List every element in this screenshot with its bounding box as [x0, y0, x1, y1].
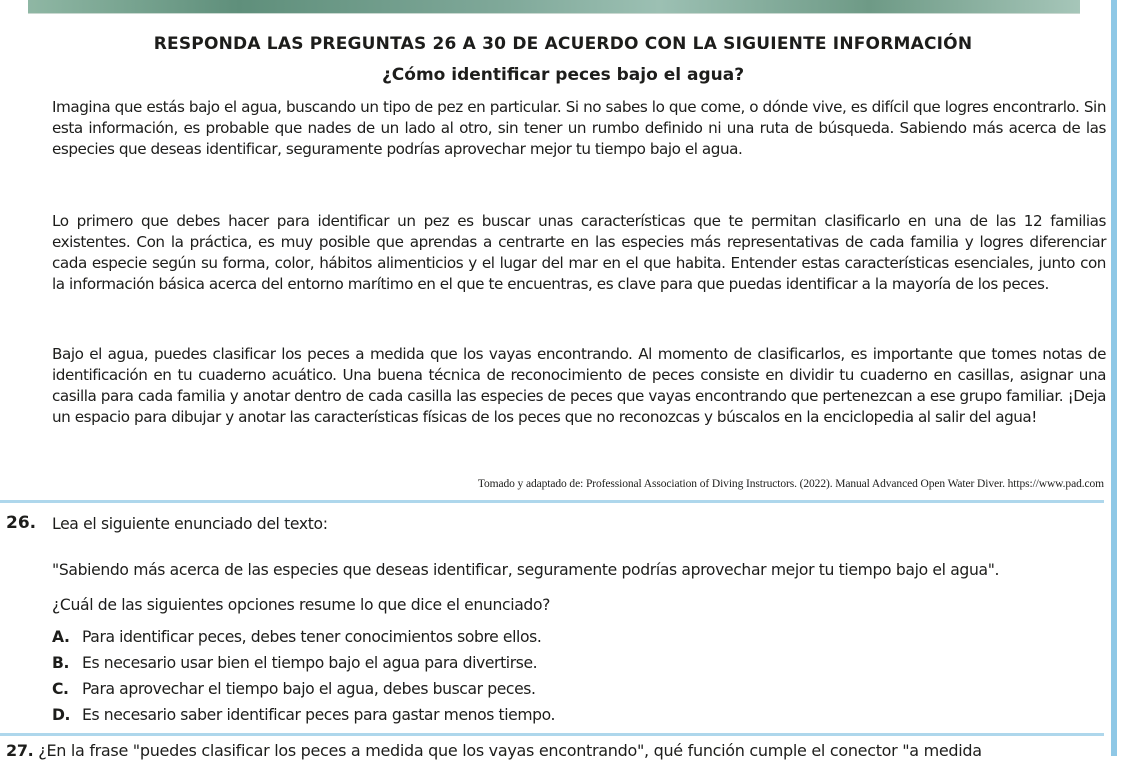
option-letter: C.: [52, 680, 69, 698]
page-right-border: [1111, 0, 1117, 756]
option-letter: D.: [52, 706, 71, 724]
option-b[interactable]: [52, 654, 537, 672]
option-d[interactable]: [52, 706, 555, 724]
question-27-text: ¿En la frase "puedes clasificar los peces a medida que los vayas encontrando", qué función cumple el conector "a medida: [38, 741, 982, 760]
option-text: Para aprovechar el tiempo bajo el agua, debes buscar peces.: [82, 680, 536, 698]
divider-top: [0, 500, 1104, 503]
question-27-partial: [6, 741, 982, 760]
option-a[interactable]: [52, 628, 541, 646]
section-title: RESPONDA LAS PREGUNTAS 26 A 30 DE ACUERDO CON LA SIGUIENTE INFORMACIÓN: [153, 34, 973, 54]
source-citation: Tomado y adaptado de: Professional Association of Diving Instructors. (2022). Manual Advanced Open Water Diver. https://www.pad.com: [477, 478, 1104, 490]
divider-bottom: [0, 733, 1104, 736]
option-text: Es necesario saber identificar peces para gastar menos tiempo.: [82, 706, 556, 724]
reading-paragraph-3: Bajo el agua, puedes clasificar los peces a medida que los vayas encontrando. Al momento de clasificarlos, es importante que tomes notas de identificación en tu cuaderno acuático. Una buena técnica de reconocimiento de peces consiste en dividir tu cuaderno en casillas, asignar una casilla para cada familia y anotar dentro de cada casilla las especies de peces que vayas encontrando que pertenezcan a ese grupo familiar. ¡Deja un espacio para dibujar y anotar las características físicas de los peces que no reconozcas y búscalos en la enciclopedia al salir del agua!: [52, 345, 1106, 426]
reading-paragraph-1: Imagina que estás bajo el agua, buscando un tipo de pez en particular. Si no sabes lo que come, o dónde vive, es difícil que logres encontrarlo. Sin esta información, es probable que nades de un lado al otro, sin tener un rumbo definido ni una ruta de búsqueda. Sabiendo más acerca de las especies que deseas identificar, seguramente podrías aprovechar mejor tu tiempo bajo el agua.: [52, 98, 1106, 158]
option-letter: B.: [52, 654, 70, 672]
question-quote: "Sabiendo más acerca de las especies que deseas identificar, seguramente podrías aprovechar mejor tu tiempo bajo el agua".: [52, 561, 1000, 579]
header-photo-strip: [28, 0, 1080, 14]
reading-title: ¿Cómo identificar peces bajo el agua?: [381, 65, 745, 85]
reading-paragraph-2: Lo primero que debes hacer para identificar un pez es buscar unas características que te permitan clasificarlo en una de las 12 familias existentes. Con la práctica, es muy posible que aprendas a centrarte en las especies más representativas de cada familia y logres diferenciar cada especie según su forma, color, hábitos alimenticios y el lugar del mar en el que habita. Entender estas características esenciales, junto con la información básica acerca del entorno marítimo en el que te encuentras, es clave para que puedas identificar a la mayoría de los peces.: [52, 212, 1106, 293]
option-text: Es necesario usar bien el tiempo bajo el agua para divertirse.: [82, 654, 538, 672]
option-c[interactable]: [52, 680, 536, 698]
option-letter: A.: [52, 628, 70, 646]
question-number-26: 26.: [6, 513, 37, 533]
question-prompt: ¿Cuál de las siguientes opciones resume lo que dice el enunciado?: [52, 596, 551, 614]
question-number-27: 27.: [6, 741, 34, 760]
option-text: Para identificar peces, debes tener conocimientos sobre ellos.: [82, 628, 542, 646]
question-instruction: Lea el siguiente enunciado del texto:: [52, 515, 328, 533]
